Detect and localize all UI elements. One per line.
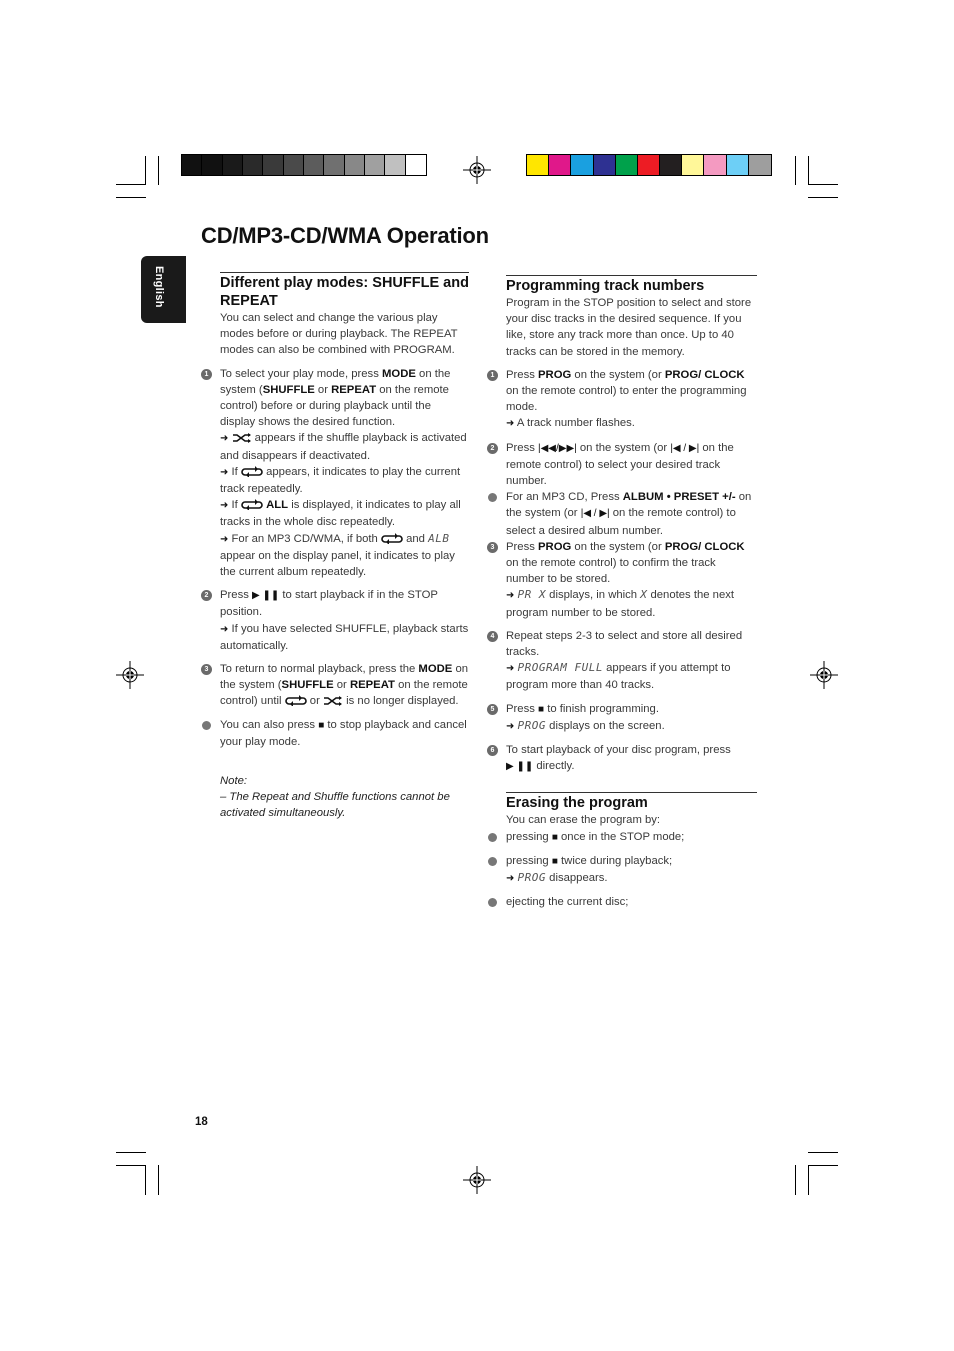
calibration-swatch — [182, 155, 202, 175]
arrow-result-icon: ➜ — [506, 418, 515, 430]
calibration-swatch — [704, 155, 726, 175]
calibration-swatch — [263, 155, 283, 175]
lcd-text: PROG — [517, 718, 547, 732]
repeat-icon — [241, 499, 263, 510]
section-rule — [506, 275, 757, 276]
section-intro: You can select and change the various play modes before or during playback. The REPEAT modes can also be combined with PROGRAM. — [220, 312, 458, 357]
lcd-text: X — [640, 588, 648, 602]
crop-mark — [808, 197, 838, 198]
stop-icon: ■ — [551, 855, 558, 867]
crop-mark — [795, 156, 796, 185]
grayscale-calibration-bar — [181, 154, 427, 176]
prev-next-icon: |◀◀/▶▶| — [538, 442, 577, 454]
calibration-swatch — [660, 155, 682, 175]
calibration-swatch — [324, 155, 344, 175]
calibration-swatch — [571, 155, 593, 175]
prev-next-icon: |◀ / ▶| — [580, 508, 610, 520]
note-text: – The Repeat and Shuffle functions cannot be activated simultaneously. — [220, 791, 450, 820]
step-5: 5 Press ■ to finish programming. ➜ PROG displays on the screen. — [487, 701, 757, 735]
calibration-swatch — [365, 155, 385, 175]
section-rule — [220, 272, 469, 273]
registration-mark-icon — [116, 661, 144, 689]
step-number: 6 — [487, 745, 498, 756]
arrow-result-icon: ➜ — [220, 433, 229, 445]
registration-mark-icon — [810, 661, 838, 689]
step-3: 3 Press PROG on the system (or PROG/ CLOCK on the remote control) to confirm the track number to be stored. ➜ PR X displays, in which X denotes the next program number to be stored. — [487, 539, 757, 621]
left-column — [201, 272, 469, 822]
step-1: 1 Press PROG on the system (or PROG/ CLOCK on the remote control) to enter the programming mode. ➜ A track number flashes. — [487, 367, 757, 433]
section-rule — [506, 792, 757, 793]
calibration-swatch — [284, 155, 304, 175]
section-heading: Different play modes: SHUFFLE and REPEAT — [220, 275, 469, 309]
crop-mark — [158, 156, 159, 185]
crop-mark — [116, 1152, 146, 1153]
lcd-text: PROGRAM FULL — [517, 661, 604, 675]
prev-next-icon: |◀ / ▶| — [670, 442, 700, 454]
calibration-swatch — [243, 155, 263, 175]
step-2: 2 Press |◀◀/▶▶| on the system (or |◀ / ▶| on the remote control) to select your desired track number. — [487, 440, 757, 490]
page-number: 18 — [195, 1116, 208, 1128]
arrow-result-icon: ➜ — [506, 873, 515, 885]
crop-mark — [116, 197, 146, 198]
bullet-dot — [488, 493, 497, 502]
step-number: 3 — [487, 542, 498, 553]
step-1: 1 To select your play mode, press MODE on the system (SHUFFLE or REPEAT on the remote control) before or during playback until the display shows the desired function. ➜ appears if the shuffle playback is activated and disappears if deactivated. ➜ If appears, it indicates to play the current track repeatedly. ➜ If ALL is displayed, it indicates to play all tracks in the whole disc repeatedly. ➜ For an MP3 CD/WMA, if both and ALB appear on the display panel, it indicates to play the current album repeatedly. — [201, 366, 469, 581]
step-6: 6 To start playback of your disc program, press ▶ ❚❚ directly. — [487, 742, 757, 775]
arrow-result-icon: ➜ — [506, 590, 515, 602]
lcd-text: ALB — [428, 531, 450, 545]
step-number: 2 — [201, 590, 212, 601]
stop-icon: ■ — [551, 831, 558, 843]
arrow-result-icon: ➜ — [220, 533, 229, 545]
calibration-swatch — [638, 155, 660, 175]
step-4: 4 Repeat steps 2-3 to select and store all desired tracks. ➜ PROGRAM FULL appears if you attempt to program more than 40 tracks. — [487, 628, 757, 694]
play-pause-icon: ▶ ❚❚ — [252, 590, 280, 602]
bullet-dot — [488, 833, 497, 842]
bullet-dot — [488, 857, 497, 866]
calibration-swatch — [549, 155, 571, 175]
page-title: CD/MP3-CD/WMA Operation — [201, 223, 489, 248]
repeat-icon — [285, 695, 307, 706]
calibration-swatch — [616, 155, 638, 175]
crop-mark — [808, 1152, 838, 1153]
crop-mark — [145, 156, 146, 185]
bullet-item: pressing ■ once in the STOP mode; — [487, 829, 757, 846]
calibration-swatch — [749, 155, 771, 175]
lcd-text: PROG — [517, 871, 547, 885]
section-heading: Erasing the program — [506, 795, 648, 812]
stop-icon: ■ — [538, 703, 545, 715]
crop-mark — [158, 1165, 159, 1195]
repeat-icon — [241, 466, 263, 477]
bullet-item: ejecting the current disc; — [487, 894, 757, 910]
section-heading: Programming track numbers — [506, 278, 705, 294]
bullet-item: pressing ■ twice during playback; ➜ PROG disappears. — [487, 853, 757, 887]
step-3: 3 To return to normal playback, press the MODE on the system (SHUFFLE or REPEAT on the remote control) until or is no longer displayed. — [201, 661, 469, 710]
section-intro: Program in the STOP position to select and store your disc tracks in the desired sequence. If you like, store any track more than once. Up to 40 tracks can be stored in the memory. — [506, 297, 752, 358]
calibration-swatch — [304, 155, 324, 175]
step-number: 5 — [487, 704, 498, 715]
lcd-text: PR X — [517, 588, 547, 602]
crop-mark — [808, 1165, 838, 1166]
calibration-swatch — [682, 155, 704, 175]
bullet-item: For an MP3 CD, Press ALBUM • PRESET +/- on the system (or |◀ / ▶| on the remote control) to select a desired album number. — [487, 489, 757, 539]
registration-mark-icon — [463, 156, 491, 184]
calibration-swatch — [594, 155, 616, 175]
calibration-swatch — [406, 155, 426, 175]
calibration-swatch — [202, 155, 222, 175]
play-pause-icon: ▶ ❚❚ — [506, 761, 534, 773]
crop-mark — [795, 1165, 796, 1195]
step-2: 2 Press ▶ ❚❚ to start playback if in the STOP position. ➜ If you have selected SHUFFLE, playback starts automatically. — [201, 587, 469, 654]
language-tab-label: English — [153, 266, 165, 308]
calibration-swatch — [727, 155, 749, 175]
crop-mark — [808, 184, 838, 185]
step-number: 1 — [487, 370, 498, 381]
right-column — [487, 272, 757, 911]
registration-mark-icon — [463, 1166, 491, 1194]
note — [201, 773, 469, 822]
step-number: 1 — [201, 369, 212, 380]
calibration-swatch — [345, 155, 365, 175]
shuffle-icon — [323, 696, 343, 706]
calibration-swatch — [223, 155, 243, 175]
stop-icon: ■ — [318, 719, 325, 731]
language-tab — [141, 256, 186, 323]
step-number: 2 — [487, 443, 498, 454]
repeat-icon — [381, 533, 403, 544]
bullet-dot — [202, 721, 211, 730]
shuffle-icon — [232, 433, 252, 443]
section-intro: You can erase the program by: — [506, 814, 661, 827]
arrow-result-icon: ➜ — [220, 466, 229, 478]
crop-mark — [808, 1165, 809, 1195]
crop-mark — [116, 184, 146, 185]
crop-mark — [808, 156, 809, 185]
crop-mark — [145, 1165, 146, 1195]
step-number: 4 — [487, 631, 498, 642]
arrow-result-icon: ➜ — [506, 663, 515, 675]
step-number: 3 — [201, 664, 212, 675]
calibration-swatch — [385, 155, 405, 175]
arrow-result-icon: ➜ — [220, 623, 229, 635]
arrow-result-icon: ➜ — [220, 500, 229, 512]
bullet-dot — [488, 898, 497, 907]
bullet-item: You can also press ■ to stop playback and cancel your play mode. — [201, 717, 469, 750]
crop-mark — [116, 1165, 146, 1166]
note-label: Note: — [220, 775, 248, 788]
color-calibration-bar — [526, 154, 772, 176]
arrow-result-icon: ➜ — [506, 720, 515, 732]
calibration-swatch — [527, 155, 549, 175]
